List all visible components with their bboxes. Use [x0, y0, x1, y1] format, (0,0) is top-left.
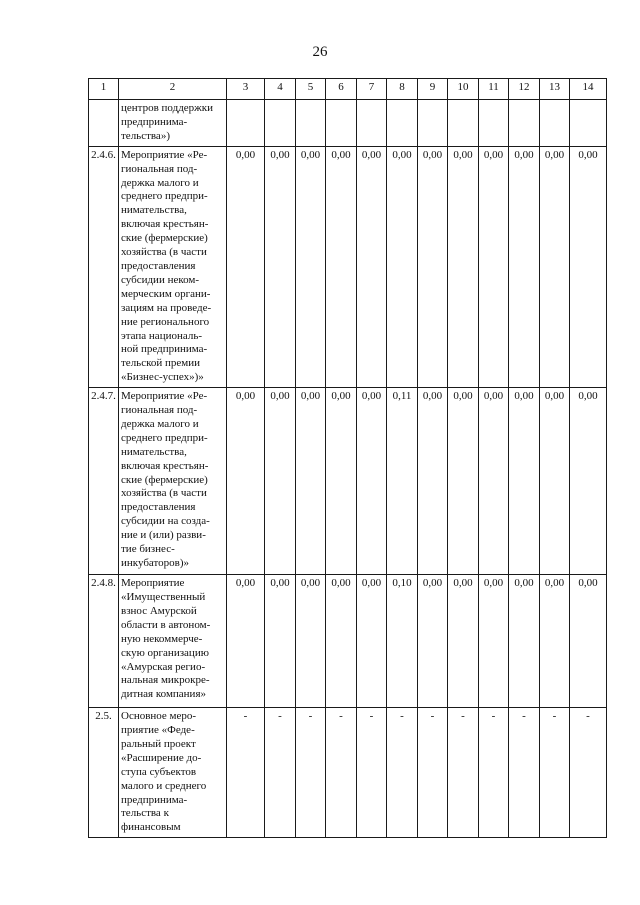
- value-cell-col-7: 0,00: [357, 388, 387, 575]
- value-cell-col-7: [357, 100, 387, 147]
- value-cell-col-12: -: [509, 708, 540, 838]
- header-cell-col-5: 5: [296, 79, 326, 100]
- value-cell-col-11: [479, 100, 509, 147]
- value-cell-col-11: 0,00: [479, 575, 509, 708]
- value-cell-col-11: 0,00: [479, 388, 509, 575]
- value-cell-col-3: 0,00: [227, 146, 265, 387]
- value-cell-col-6: 0,00: [326, 146, 357, 387]
- value-cell-col-7: -: [357, 708, 387, 838]
- table-row: [89, 708, 607, 838]
- header-cell-col-4: 4: [265, 79, 296, 100]
- header-cell-col-2: 2: [119, 79, 227, 100]
- value-cell-col-9: 0,00: [418, 146, 448, 387]
- value-cell-col-14: [570, 100, 607, 147]
- row-name-cell: Мероприятие «Ре- гиональная под- держка малого и среднего предпри- нимательства, включая крестьян- ские (фермерские) хозяйства (в части предоставления субсидии на созда- ние и (или) разви- тие бизнес- инкубаторов)»: [119, 388, 227, 575]
- row-number-cell: [89, 100, 119, 147]
- row-number-cell: 2.4.7.: [89, 388, 119, 575]
- value-cell-col-10: 0,00: [448, 146, 479, 387]
- value-cell-col-8: 0,00: [387, 146, 418, 387]
- header-cell-col-10: 10: [448, 79, 479, 100]
- header-cell-col-1: 1: [89, 79, 119, 100]
- table-row: [89, 100, 607, 147]
- value-cell-col-4: 0,00: [265, 388, 296, 575]
- value-cell-col-12: [509, 100, 540, 147]
- header-cell-col-6: 6: [326, 79, 357, 100]
- value-cell-col-13: [540, 100, 570, 147]
- value-cell-col-10: 0,00: [448, 575, 479, 708]
- value-cell-col-12: 0,00: [509, 575, 540, 708]
- row-name-cell: центров поддержки предпринима- тельства»): [119, 100, 227, 147]
- value-cell-col-12: 0,00: [509, 146, 540, 387]
- page-number: 26: [312, 44, 328, 60]
- value-cell-col-9: [418, 100, 448, 147]
- value-cell-col-6: 0,00: [326, 388, 357, 575]
- row-name-cell: Мероприятие «Ре- гиональная под- держка малого и среднего предпри- нимательства, включая крестьян- ские (фермерские) хозяйства (в части предоставления субсидии неком- мерческим органи- зациям на проведе- ние регионального этапа националь- ной предпринима- тельской премии «Бизнес-успех»)»: [119, 146, 227, 387]
- value-cell-col-6: -: [326, 708, 357, 838]
- header-cell-col-11: 11: [479, 79, 509, 100]
- value-cell-col-3: [227, 100, 265, 147]
- value-cell-col-8: -: [387, 708, 418, 838]
- value-cell-col-5: [296, 100, 326, 147]
- header-row: [89, 79, 607, 100]
- value-cell-col-13: 0,00: [540, 388, 570, 575]
- value-cell-col-4: 0,00: [265, 146, 296, 387]
- value-cell-col-13: 0,00: [540, 575, 570, 708]
- value-cell-col-14: 0,00: [570, 388, 607, 575]
- value-cell-col-8: 0,11: [387, 388, 418, 575]
- table-body: [89, 100, 607, 838]
- value-cell-col-9: 0,00: [418, 388, 448, 575]
- value-cell-col-8: 0,10: [387, 575, 418, 708]
- value-cell-col-9: -: [418, 708, 448, 838]
- header-cell-col-14: 14: [570, 79, 607, 100]
- header-cell-col-7: 7: [357, 79, 387, 100]
- value-cell-col-3: -: [227, 708, 265, 838]
- table-row: [89, 146, 607, 387]
- header-cell-col-13: 13: [540, 79, 570, 100]
- value-cell-col-11: -: [479, 708, 509, 838]
- value-cell-col-7: 0,00: [357, 146, 387, 387]
- row-number-cell: 2.4.8.: [89, 575, 119, 708]
- value-cell-col-10: [448, 100, 479, 147]
- value-cell-col-13: -: [540, 708, 570, 838]
- value-cell-col-13: 0,00: [540, 146, 570, 387]
- value-cell-col-3: 0,00: [227, 388, 265, 575]
- report-table: [88, 78, 607, 838]
- table-row: [89, 575, 607, 708]
- value-cell-col-7: 0,00: [357, 575, 387, 708]
- row-number-cell: 2.4.6.: [89, 146, 119, 387]
- header-cell-col-12: 12: [509, 79, 540, 100]
- value-cell-col-9: 0,00: [418, 575, 448, 708]
- row-number-cell: 2.5.: [89, 708, 119, 838]
- value-cell-col-5: 0,00: [296, 146, 326, 387]
- row-name-cell: Мероприятие «Имущественный взнос Амурской области в автоном- ную некоммерче- скую организацию «Амурская регио- нальная микрокре- дитная компания»: [119, 575, 227, 708]
- value-cell-col-12: 0,00: [509, 388, 540, 575]
- row-name-cell: Основное меро- приятие «Феде- ральный проект «Расширение до- ступа субъектов малого и среднего предпринима- тельства к финансовым: [119, 708, 227, 838]
- value-cell-col-5: 0,00: [296, 388, 326, 575]
- header-cell-col-8: 8: [387, 79, 418, 100]
- header-cell-col-9: 9: [418, 79, 448, 100]
- value-cell-col-14: 0,00: [570, 146, 607, 387]
- table-row: [89, 388, 607, 575]
- value-cell-col-14: 0,00: [570, 575, 607, 708]
- value-cell-col-6: 0,00: [326, 575, 357, 708]
- value-cell-col-3: 0,00: [227, 575, 265, 708]
- value-cell-col-10: 0,00: [448, 388, 479, 575]
- value-cell-col-4: [265, 100, 296, 147]
- value-cell-col-4: -: [265, 708, 296, 838]
- value-cell-col-10: -: [448, 708, 479, 838]
- header-cell-col-3: 3: [227, 79, 265, 100]
- value-cell-col-4: 0,00: [265, 575, 296, 708]
- value-cell-col-5: -: [296, 708, 326, 838]
- value-cell-col-5: 0,00: [296, 575, 326, 708]
- table-header: [89, 79, 607, 100]
- value-cell-col-6: [326, 100, 357, 147]
- value-cell-col-14: -: [570, 708, 607, 838]
- value-cell-col-11: 0,00: [479, 146, 509, 387]
- value-cell-col-8: [387, 100, 418, 147]
